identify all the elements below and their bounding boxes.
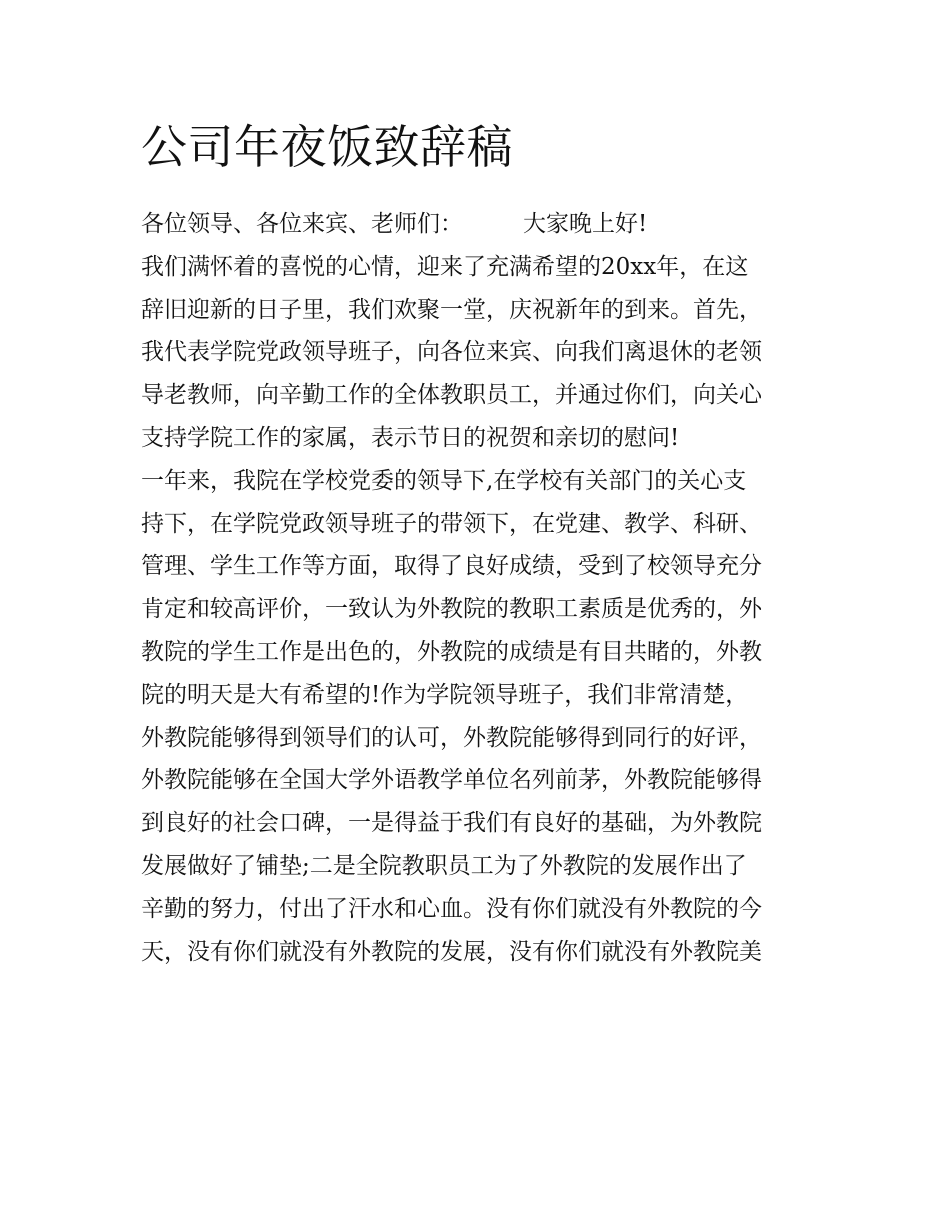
- text-line: 发展做好了铺垫;二是全院教职员工为了外教院的发展作出了: [141, 852, 747, 879]
- text-line: 天，没有你们就没有外教院的发展，没有你们就没有外教院美: [141, 938, 762, 965]
- text-line: 管理、学生工作等方面，取得了良好成绩，受到了校领导充分: [141, 553, 762, 580]
- text-line: 辞旧迎新的日子里，我们欢聚一堂，庆祝新年的到来。首先，: [141, 296, 762, 323]
- text-line: 肯定和较高评价，一致认为外教院的教职工素质是优秀的，外: [141, 596, 762, 623]
- text-line: 外教院能够得到领导们的认可，外教院能够得到同行的好评，: [141, 724, 762, 751]
- body-text: [141, 203, 831, 973]
- text-line: 导老教师，向辛勤工作的全体教职员工，并通过你们，向关心: [141, 382, 762, 409]
- text-line: 外教院能够在全国大学外语教学单位名列前茅，外教院能够得: [141, 767, 762, 794]
- greeting-salutation: 各位领导、各位来宾、老师们：: [141, 211, 463, 237]
- text-line: 支持学院工作的家属，表示节日的祝贺和亲切的慰问!: [141, 424, 680, 451]
- text-line: 持下，在学院党政领导班子的带领下，在党建、教学、科研、: [141, 510, 762, 537]
- greeting-line: [141, 203, 831, 246]
- text-line: 到良好的社会口碑，一是得益于我们有良好的基础，为外教院: [141, 810, 762, 837]
- text-line: 我们满怀着的喜悦的心情，迎来了充满希望的20xx年，在这: [141, 253, 749, 280]
- text-line: 我代表学院党政领导班子，向各位来宾、向我们离退休的老领: [141, 339, 762, 366]
- document-title: 公司年夜饭致辞稿: [141, 120, 513, 174]
- text-line: 一年来，我院在学校党委的领导下,在学校有关部门的关心支: [141, 467, 747, 494]
- text-line: 辛勤的努力，付出了汗水和心血。没有你们就没有外教院的今: [141, 895, 762, 922]
- text-line: 教院的学生工作是出色的，外教院的成绩是有目共睹的，外教: [141, 638, 762, 665]
- greeting-wish: 大家晚上好!: [523, 211, 648, 237]
- text-line: 院的明天是大有希望的!作为学院领导班子，我们非常清楚，: [141, 681, 749, 708]
